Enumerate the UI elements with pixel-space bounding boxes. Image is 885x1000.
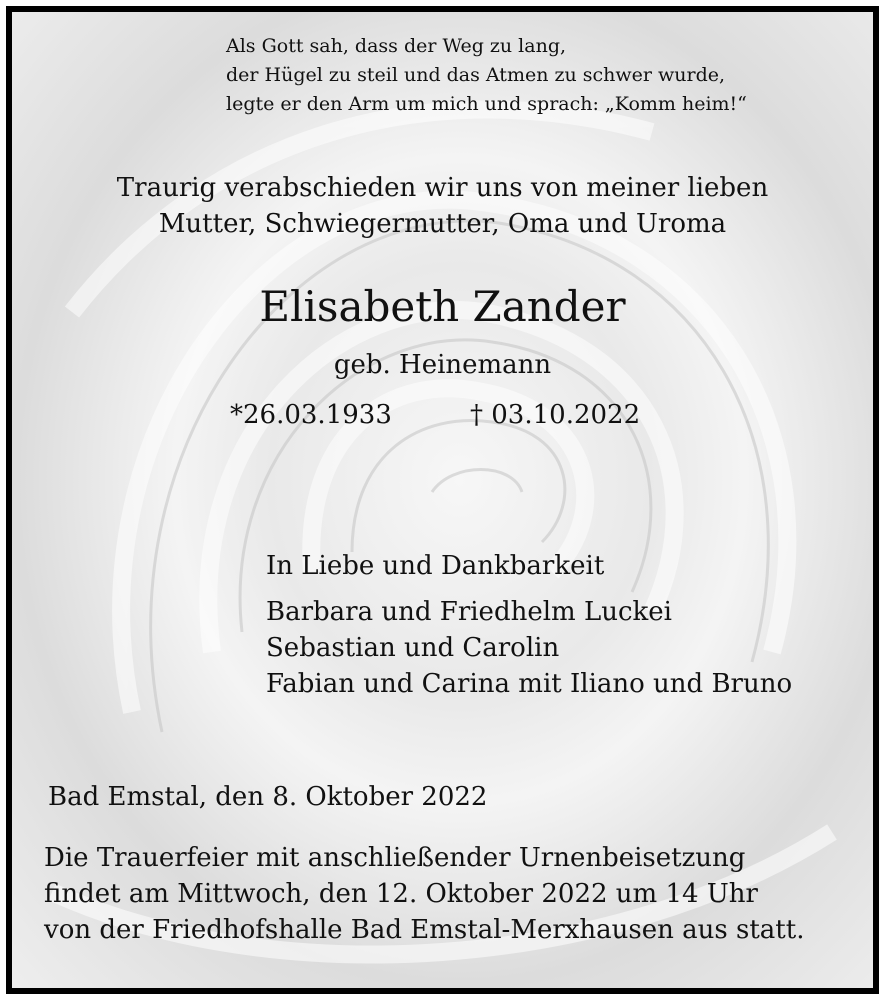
service-line-2: findet am Mittwoch, den 12. Oktober 2022 um 14 Uhr (44, 879, 758, 909)
mourners-heading: In Liebe und Dankbarkeit (266, 551, 605, 581)
birth-name: geb. Heinemann (333, 350, 552, 380)
mourner-name: Sebastian und Carolin (266, 633, 560, 663)
obituary-frame (6, 6, 879, 994)
service-line-1: Die Trauerfeier mit anschließender Urnenbeisetzung (44, 843, 746, 873)
poem-line-1: Als Gott sah, dass der Weg zu lang, (226, 35, 567, 57)
service-line-3: von der Friedhofshalle Bad Emstal-Merxhausen aus statt. (44, 915, 805, 945)
intro-line-2: Mutter, Schwiegermutter, Oma und Uroma (158, 209, 727, 239)
poem-line-2: der Hügel zu steil und das Atmen zu schwer wurde, (226, 64, 726, 86)
place-date: Bad Emstal, den 8. Oktober 2022 (48, 782, 488, 812)
death-date: † 03.10.2022 (470, 400, 641, 430)
mourner-name: Fabian und Carina mit Iliano und Bruno (266, 669, 793, 699)
poem-line-3: legte er den Arm um mich und sprach: „Komm heim!“ (226, 93, 747, 115)
mourner-name: Barbara und Friedhelm Luckei (266, 597, 672, 627)
birth-date: *26.03.1933 (230, 400, 392, 430)
intro-line-1: Traurig verabschieden wir uns von meiner lieben (116, 173, 769, 203)
deceased-name: Elisabeth Zander (259, 282, 626, 331)
